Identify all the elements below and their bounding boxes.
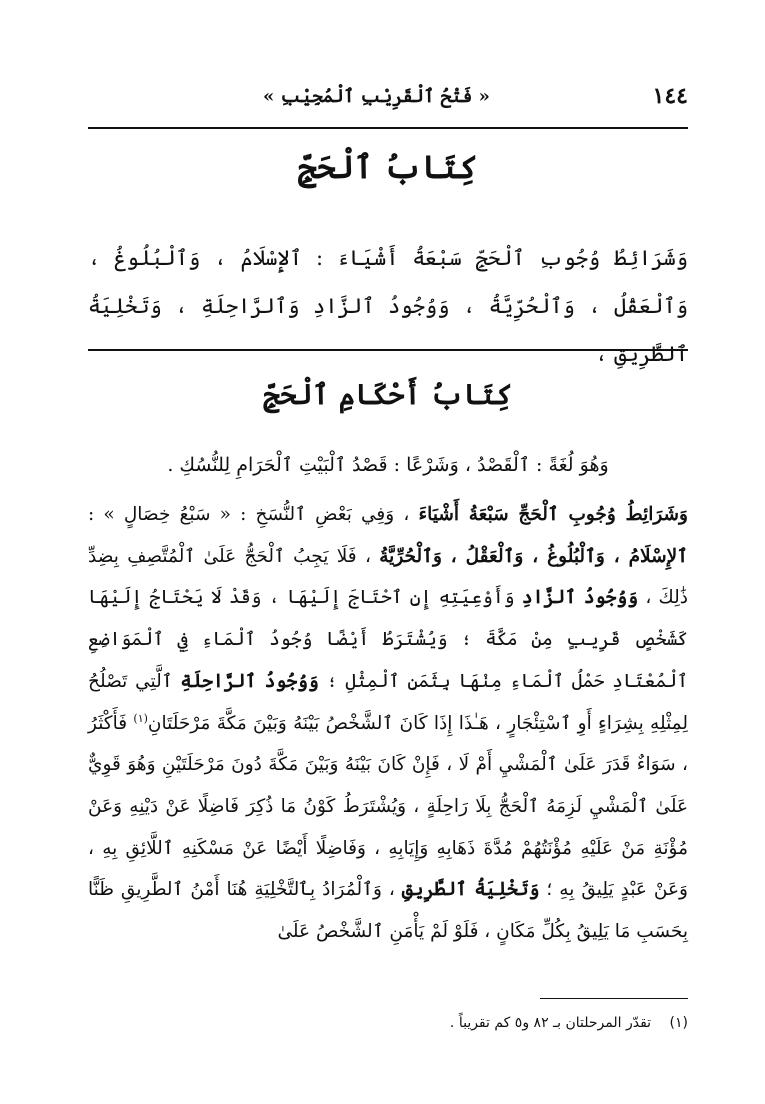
matn-quote: وَتَخْلِيَةُ ٱلطَّرِيقِ [401,879,540,901]
matn-title: كِتَابُ ٱلْحَجِّ [298,148,478,186]
sharh-definition: وَهُوَ لُغَةً : ٱلْقَصْدُ ، وَشَرْعًا : قَصْدُ ٱلْبَيْتِ ٱلْحَرَامِ لِلنُّسُكِ . [167,454,609,476]
matn-text: وَشَرَائِطُ وُجُوبِ ٱلْحَجِّ سَبْعَةُ أَشْيَاءَ : ٱلإِسْلَامُ ، وَٱلْبُلُوغُ ، وَٱلْعَقْلُ ، وَٱلْحُرِّيَّةُ ، وَوُجُودُ ٱلزَّادِ وَٱلرَّاحِلَةِ ، وَتَخْلِيَةُ ٱلطَّرِيقِ ، [88,246,688,366]
footnote-number: (١) [669,1015,688,1031]
sharh-title: كِتَابُ أَحْكَامِ ٱلْحَجِّ [263,378,513,411]
footnote-text: تقدّر المرحلتان بـ ٨٢ و٥ كم تقريباً . [449,1015,652,1031]
commentary-text: ، فَلَا يَجِبُ ٱلْحَجُّ عَلَىٰ ٱلْمُتَّصِفِ بِضِدِّ ذَٰلِكَ ، [88,545,689,609]
commentary-text: ، وَفِي بَعْضِ ٱلنُّسَخِ : « سَبْعُ خِصَالٍ » : [88,504,419,525]
commentary-text: وَأَوْعِيَتِهِ إِنِ ٱحْتَاجَ إِلَيْهَا ، وَقَدْ لَا يَحْتَاجُ إِلَيْهَا كَشَخْصٍ قَرِيبٍ مِنْ مَكَّةَ ؛ وَيُشْتَرَطُ أَيْضًا وُجُودُ ٱلْمَاءِ فِي ٱلْمَوَاضِعِ ٱلْمُعْتَادِ حَمْلُ ٱلْمَاءِ مِنْهَا بِثَمَنِ ٱلْمِثْلِ ؛ [88,587,688,692]
header-rule [88,127,688,129]
commentary-text: ، وَٱلْمُرَادُ بِٱلتَّخْلِيَةِ هُنَا أَمْنُ ٱلطَّرِيقِ ظَنًّا بِحَسَبِ مَا يَلِيقُ بِكُلِّ مَكَانٍ ، فَلَوْ لَمْ يَأْمَنِ ٱلشَّخْصُ عَلَىٰ [88,879,688,943]
section-divider [88,349,688,351]
matn-quote: وَوُجُودُ ٱلرَّاحِلَةِ [180,670,319,692]
matn-quote: وَشَرَائِطُ وُجُوبِ ٱلْحَجِّ سَبْعَةُ أَشْيَاءَ [418,504,688,525]
footnote-rule [540,998,688,999]
running-title: « فَتْحُ ٱلْقَرِيْبِ ٱلْمُجِيْبِ » [263,85,490,107]
page-header [88,78,688,114]
footnote-marker: (١) [133,711,148,725]
matn-quote: وَوُجُودُ ٱلزَّادِ [521,587,639,609]
commentary-text: ٱلَّتِي تَصْلُحُ لِمِثْلِهِ بِشِرَاءٍ أَوِ ٱسْتِئْجَارٍ ، هَـٰذَا إِذَا كَانَ ٱلشَّخْصُ بَيْنَهُ وَبَيْنَ مَكَّةَ مَرْحَلَتَانِ [88,670,688,734]
footnote [88,1012,688,1034]
page-number: ١٤٤ [652,83,688,109]
matn-quote: ٱلإِسْلَامُ ، وَٱلْبُلُوغُ ، وَٱلْعَقْلُ ، وَٱلْحُرِّيَّةُ [379,545,688,567]
sharh-body [88,494,688,953]
commentary-text: فَأَكْثَرُ ، سَوَاءٌ قَدَرَ عَلَىٰ ٱلْمَشْيِ أَمْ لَا ، فَإِنْ كَانَ بَيْنَهُ وَبَيْنَ مَكَّةَ دُونَ مَرْحَلَتَيْنِ وَهُوَ قَوِيٌّ عَلَىٰ ٱلْمَشْيِ لَزِمَهُ ٱلْحَجُّ بِلَا رَاحِلَةٍ ، وَيُشْتَرَطُ كَوْنُ مَا ذُكِرَ فَاضِلًا عَنْ دَيْنِهِ وَعَنْ مُؤْنَةِ مَنْ عَلَيْهِ مُؤْنَتُهُمْ مُدَّةَ ذَهَابِهِ وَإِيَابِهِ ، وَفَاضِلًا أَيْضًا عَنْ مَسْكَنِهِ ٱللَّائِقِ بِهِ ، وَعَنْ عَبْدٍ يَلِيقُ بِهِ ؛ [88,712,688,901]
